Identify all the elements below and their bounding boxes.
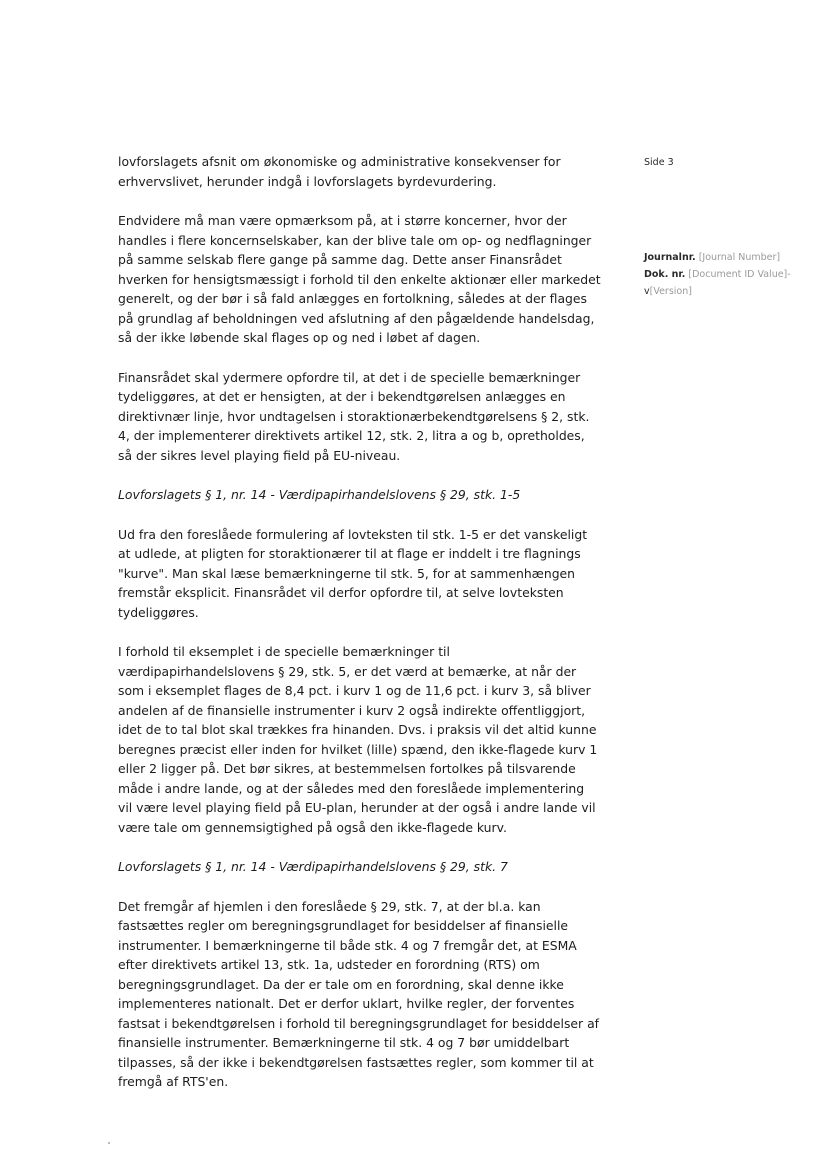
page-number: Side 3 [644, 157, 674, 168]
journal-label: Journalnr. [644, 252, 696, 263]
paragraph-5: I forhold til eksemplet i de specielle bemærkninger til værdipapirhandelslovens § 29, stk. 5, er det værd at bemærke, at når der som i eksemplet flages de 8,4 pct. i kurv 1 og de 11,6 pct. i kurv 3, så bliver andelen af de finansielle instrumenter i kurv 2 også indirekte offentliggjort, idet de to tal blot skal trækkes fra hinanden. Dvs. i praksis vil det altid kunne beregnes præcist eller inden for hvilket (lille) spænd, den ikke-flagede kurv 1 eller 2 ligger på. Det bør sikres, at bestemmelsen fortolkes på tilsvarende måde i andre lande, og at der således med den foreslåede implementering vil være level playing field på EU-plan, herunder at der også i andre lande vil være tale om gennemsigtighed på også den ikke-flagede kurv. [118, 644, 598, 835]
main-text-column [118, 152, 602, 1112]
section-heading-2: Lovforslagets § 1, nr. 14 - Værdipapirhandelslovens § 29, stk. 7 [118, 859, 508, 874]
version-row [644, 283, 791, 300]
doc-row [644, 266, 791, 283]
section-heading-1: Lovforslagets § 1, nr. 14 - Værdipapirhandelslovens § 29, stk. 1-5 [118, 487, 521, 502]
paragraph-4: Ud fra den foreslåede formulering af lovteksten til stk. 1-5 er det vanskeligt at udlede, at pligten for storaktionærer til at flage er inddelt i tre flagnings "kurve". Man skal læse bemærkningerne til stk. 5, for at sammenhængen fremstår eksplicit. Finansrådet vil derfor opfordre til, at selve lovteksten tydeliggøres. [118, 526, 588, 620]
document-metadata [644, 249, 791, 300]
journal-value: [Journal Number] [698, 252, 781, 263]
paragraph-1: lovforslagets afsnit om økonomiske og administrative konsekvenser for erhvervslivet, herunder indgå i lovforslagets byrdevurdering. [118, 154, 561, 189]
paragraph-6: Det fremgår af hjemlen i den foreslåede § 29, stk. 7, at der bl.a. kan fastsættes regler om beregningsgrundlaget for besiddelser af finansielle instrumenter. I bemærkningerne til både stk. 4 og 7 fremgår det, at ESMA efter direktivets artikel 13, stk. 1a, udsteder en forordning (RTS) om beregningsgrundlaget. Da der er tale om en forordning, skal denne ikke implementeres nationalt. Det er derfor uklart, hvilke regler, der forventes fastsat i bekendtgørelsen i forhold til beregningsgrundlaget for besiddelser af finansielle instrumenter. Bemærkningerne til stk. 4 og 7 bør umiddelbart tilpasses, så der ikke i bekendtgørelsen fastsættes regler, som kommer til at fremgå af RTS'en. [118, 898, 600, 1089]
doc-value: [Document ID Value]- [688, 269, 791, 280]
scan-speck [108, 1142, 110, 1144]
paragraph-3: Finansrådet skal ydermere opfordre til, at det i de specielle bemærkninger tydeliggøres, at det er hensigten, at der i bekendtgørelsen anlægges en direktivnær linje, hvor undtagelsen i storaktionærbekendtgørelsens § 2, stk. 4, der implementerer direktivets artikel 12, stk. 2, litra a og b, opretholdes, så der sikres level playing field på EU-niveau. [118, 369, 590, 463]
paragraph-2: Endvidere må man være opmærksom på, at i større koncerner, hvor der handles i flere koncernselskaber, kan der blive tale om op- og nedflagninger på samme selskab flere gange på samme dag. Dette anser Finansrådet hverken for hensigtsmæssigt i forhold til den enkelte aktionær eller markedet generelt, og der bør i så fald anlægges en fortolkning, således at der flages på grundlag af beholdningen ved afslutning af den pågældende handelsdag, så der ikke løbende skal flages op og ned i løbet af dagen. [118, 213, 601, 345]
version-prefix: v [644, 286, 650, 297]
doc-label: Dok. nr. [644, 269, 686, 280]
journal-row [644, 249, 791, 266]
version-value: [Version] [649, 286, 692, 297]
